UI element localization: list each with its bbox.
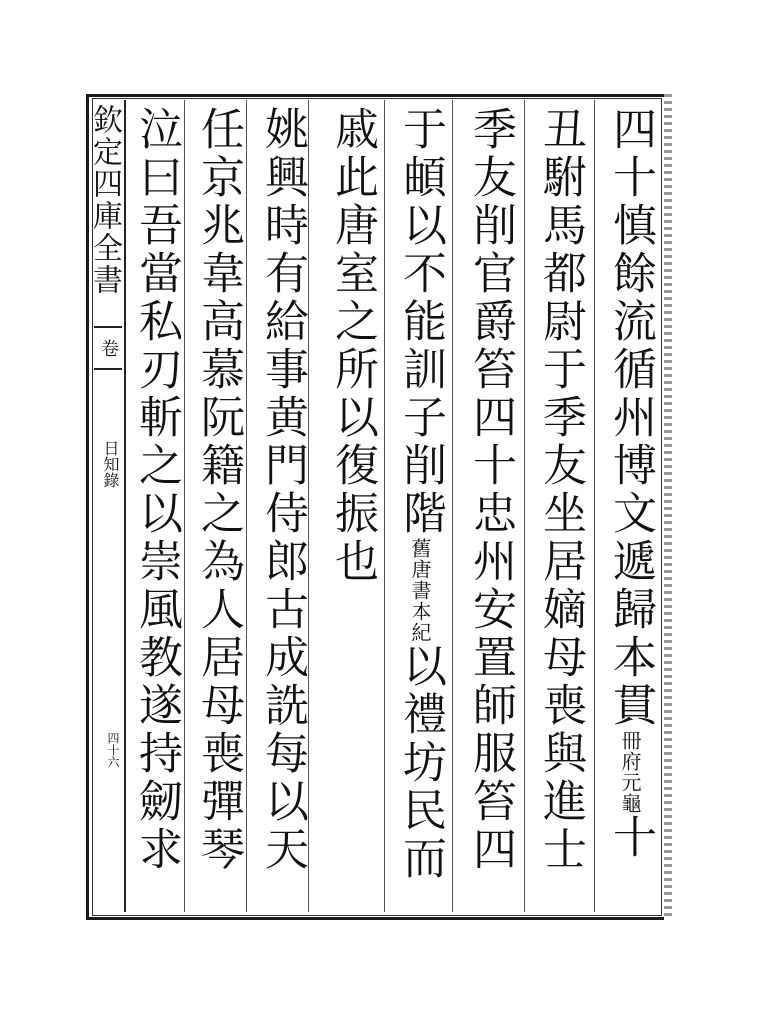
text-column-5 <box>326 106 378 906</box>
column-text: 戚此唐室之所以復振也 <box>327 106 378 586</box>
column-text: 季友削官爵笞四十忠州安置師服笞四 <box>465 106 516 874</box>
text-column-7 <box>192 106 244 906</box>
column-divider <box>594 100 595 912</box>
column-divider <box>246 100 247 912</box>
column-divider <box>452 100 453 912</box>
column-text: 任京兆韋高慕阮籍之為人居母喪彈琴 <box>193 106 244 874</box>
column-divider <box>308 100 309 912</box>
column-divider <box>384 100 385 912</box>
column-text: 于頔以不能訓子削階 <box>395 106 446 538</box>
column-divider <box>184 100 185 912</box>
book-title: 日知錄 <box>101 440 120 488</box>
column-text: 泣曰吾當私刃斬之以崇風教遂持劒求 <box>131 106 182 874</box>
column-text-tail: 以禮坊民而 <box>395 643 446 883</box>
column-text: 姚興時有給事黄門侍郎古成詵每以天 <box>257 106 308 874</box>
text-column-1 <box>604 106 656 906</box>
page-number: 四十六 <box>106 732 120 768</box>
source-note: 舊唐書本紀 <box>408 538 432 643</box>
column-text-tail: 十 <box>605 814 656 862</box>
text-column-4 <box>394 106 446 906</box>
column-divider <box>524 100 525 912</box>
source-note: 冊府元龜 <box>618 730 642 814</box>
column-text: 丑駙馬都尉于季友坐居嫡母喪與進士 <box>535 106 586 874</box>
text-column-8 <box>130 106 182 906</box>
page-edge-texture <box>664 94 672 920</box>
text-column-2 <box>534 106 586 906</box>
volume-marker: 卷 <box>94 326 122 370</box>
text-column-3 <box>464 106 516 906</box>
collection-title: 欽定四庫全書 <box>87 104 122 296</box>
column-text: 四十慎餘流循州博文遞歸本貫 <box>605 106 656 730</box>
text-column-6 <box>256 106 308 906</box>
